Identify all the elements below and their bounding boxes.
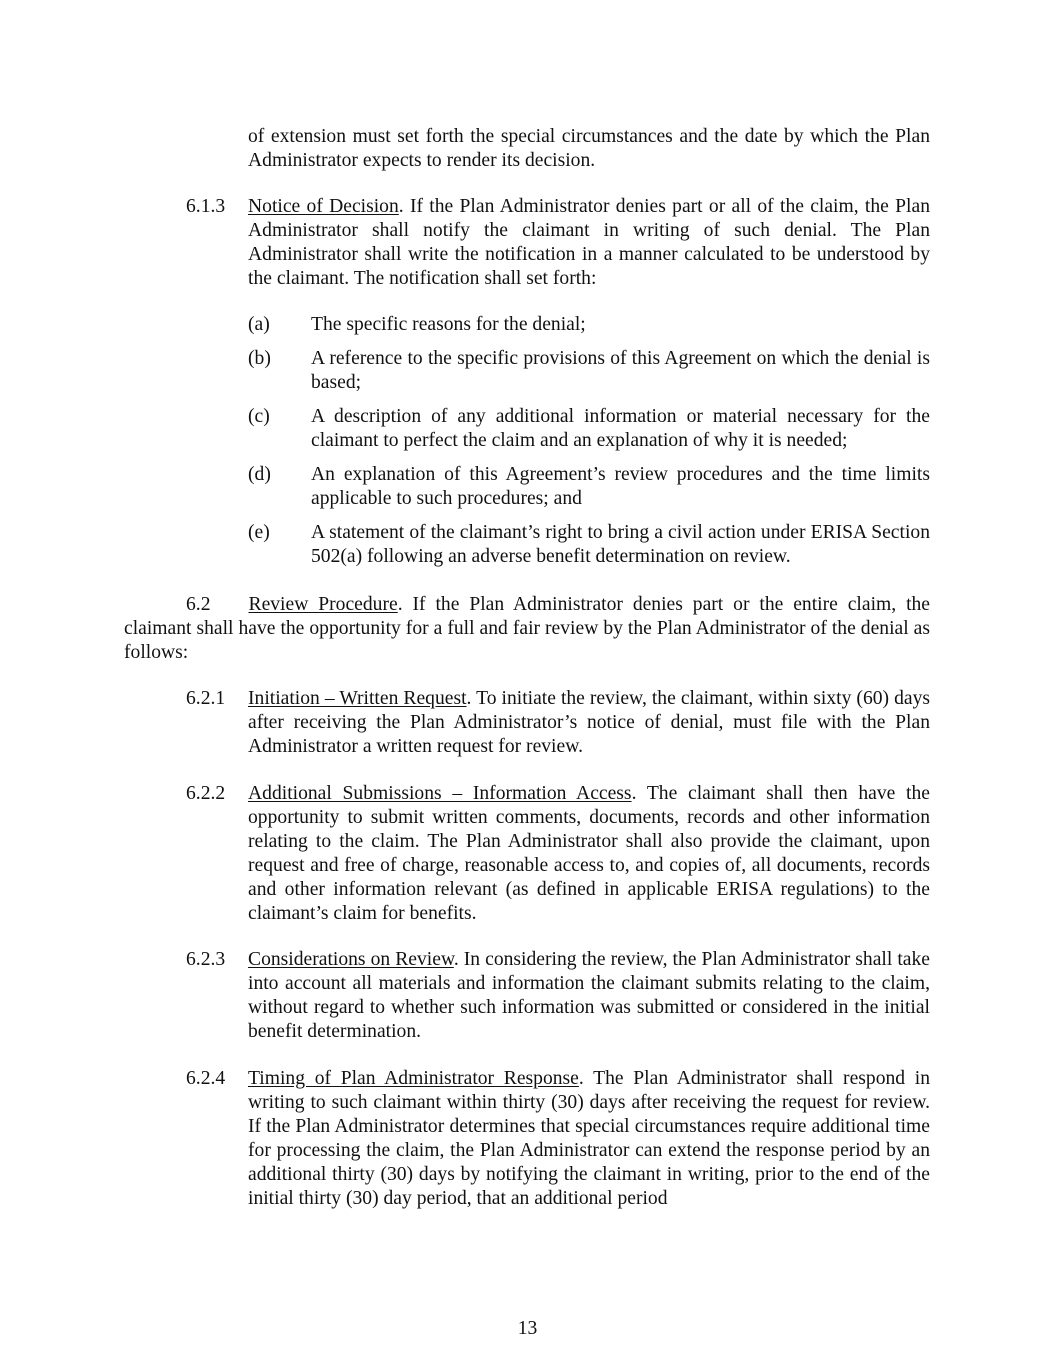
section-6-1-3-paragraph <box>248 195 930 291</box>
list-item-label: (a) <box>248 314 270 335</box>
section-heading: Timing of Plan Administrator Response <box>248 1068 579 1089</box>
section-text: . The claimant shall then have the opportunity to submit written comments, documents, records and other information relating to the claim. The Plan Administrator shall also provide the claimant, upon request and free of charge, reasonable access to, and copies of, all documents, records and other information relevant (as defined in applicable ERISA regulations) to the claimant’s claim for benefits. <box>248 783 930 924</box>
section-number: 6.2.1 <box>186 688 226 709</box>
section-number: 6.2.4 <box>186 1068 226 1089</box>
section-number: 6.2 <box>186 594 211 615</box>
section-text: . To initiate the review, the claimant, within sixty (60) days after receiving the Plan Administrator’s notice of denial, must file with the Plan Administrator a written request for review. <box>248 688 930 757</box>
section-heading: Considerations on Review <box>248 949 454 970</box>
list-item-label: (c) <box>248 406 270 427</box>
section-6-2-2-paragraph <box>248 782 930 926</box>
section-number: 6.1.3 <box>186 196 226 217</box>
list-item-label: (b) <box>248 348 271 369</box>
list-item-text: The specific reasons for the denial; <box>311 314 586 335</box>
list-item-text: A description of any additional information or material necessary for the claimant to perfect the claim and an explanation of why it is needed; <box>311 406 930 451</box>
section-6-2-4-paragraph <box>248 1067 930 1211</box>
section-text: . If the Plan Administrator denies part or all of the claim, the Plan Administrator shall notify the claimant in writing of such denial. The Plan Administrator shall write the notification in a manner calculated to be understood by the claimant. The notification shall set forth: <box>248 196 930 289</box>
list-item-text: A statement of the claimant’s right to bring a civil action under ERISA Section 502(a) following an adverse benefit determination on review. <box>311 522 930 567</box>
section-heading: Additional Submissions – Information Access <box>248 783 632 804</box>
continuation-paragraph: of extension must set forth the special circumstances and the date by which the Plan Administrator expects to render its decision. <box>248 126 930 171</box>
list-item-label: (e) <box>248 522 270 543</box>
page-number: 13 <box>517 1318 538 1339</box>
section-heading: Notice of Decision <box>248 196 399 217</box>
section-number: 6.2.2 <box>186 783 226 804</box>
list-item-text: An explanation of this Agreement’s review procedures and the time limits applicable to such procedures; and <box>311 464 930 509</box>
section-number: 6.2.3 <box>186 949 226 970</box>
list-item-text: A reference to the specific provisions of this Agreement on which the denial is based; <box>311 348 930 393</box>
section-heading: Initiation – Written Request <box>248 688 467 709</box>
section-text: . The Plan Administrator shall respond in writing to such claimant within thirty (30) days after receiving the request for review. If the Plan Administrator determines that special circumstances require additional time for processing the claim, the Plan Administrator can extend the response period by an additional thirty (30) days by notifying the claimant in writing, prior to the end of the initial thirty (30) day period, that an additional period <box>248 1068 931 1209</box>
section-text: . In considering the review, the Plan Administrator shall take into account all materials and information the claimant submits relating to the claim, without regard to whether such information was submitted or considered in the initial benefit determination. <box>248 949 930 1042</box>
section-heading: Review Procedure <box>248 594 398 615</box>
section-text: . If the Plan Administrator denies part or the entire claim, the claimant shall have the opportunity for a full and fair review by the Plan Administrator of the denial as follows: <box>124 594 931 663</box>
list-item-label: (d) <box>248 464 271 485</box>
section-6-2-paragraph <box>124 593 930 665</box>
section-6-2-1-paragraph <box>248 687 930 759</box>
section-6-2-3-paragraph <box>248 948 930 1044</box>
